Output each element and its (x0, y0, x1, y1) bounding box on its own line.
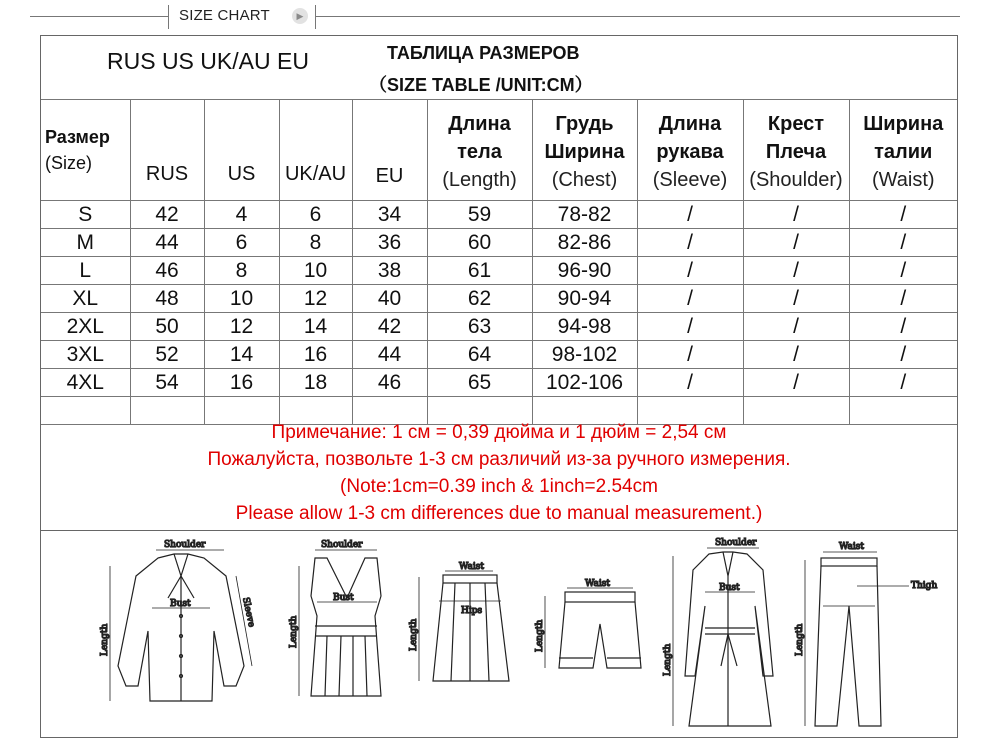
cell-ukau: 6 (279, 201, 352, 229)
cell-length: 62 (427, 285, 532, 313)
cell-length: 60 (427, 229, 532, 257)
cell-waist: / (849, 341, 957, 369)
cell-rus: 46 (130, 257, 204, 285)
note-line-3: (Note:1cm=0.39 inch & 1inch=2.54cm (340, 476, 658, 497)
size-table (41, 99, 957, 425)
col-size-ru: Размер (45, 127, 110, 147)
cell-shoulder: / (743, 369, 849, 397)
cell-chest: 102-106 (532, 369, 637, 397)
cell-us: 4 (204, 201, 279, 229)
cell-sleeve: / (637, 313, 743, 341)
col-ukau-header: UK/AU (279, 100, 352, 201)
cell-eu: 40 (352, 285, 427, 313)
cell-waist: / (849, 229, 957, 257)
col-length-ru2: тела (457, 141, 502, 163)
cell-rus: 54 (130, 369, 204, 397)
length-label: Length (795, 623, 805, 656)
length-label: Length (409, 618, 419, 651)
length-label: Length (289, 615, 299, 648)
cell-size: L (41, 257, 130, 285)
col-waist-header (849, 100, 957, 201)
cell-us: 10 (204, 285, 279, 313)
cell-shoulder: / (743, 341, 849, 369)
cell-waist: / (849, 257, 957, 285)
cell-chest: 98-102 (532, 341, 637, 369)
coat-figure (659, 536, 799, 736)
cell-waist: / (849, 201, 957, 229)
cell-eu: 44 (352, 341, 427, 369)
cell-size: 3XL (41, 341, 130, 369)
cell-shoulder: / (743, 229, 849, 257)
table-row (41, 341, 957, 369)
bust-label: Bust (719, 583, 740, 593)
note-line-1: Примечание: 1 см = 0,39 дюйма и 1 дюйм = 2,54 см (271, 422, 727, 443)
cell-us: 14 (204, 341, 279, 369)
col-chest-header (532, 100, 637, 201)
header-divider-left (168, 5, 169, 29)
col-shoulder-ru2: Плеча (765, 141, 827, 163)
col-length-ru1: Длина (448, 113, 511, 135)
cell-us: 6 (204, 229, 279, 257)
shoulder-label: Shoulder (715, 538, 757, 548)
col-chest-en: (Chest) (551, 169, 618, 191)
cell-shoulder: / (743, 313, 849, 341)
cell-length: 63 (427, 313, 532, 341)
cell-length: 61 (427, 257, 532, 285)
cell-ukau: 16 (279, 341, 352, 369)
table-title-en: （SIZE TABLE /UNIT:CM） (369, 75, 593, 95)
shoulder-label: Shoulder (164, 540, 206, 550)
shorts-figure (529, 576, 659, 686)
cell-ukau: 10 (279, 257, 352, 285)
waist-label: Waist (585, 579, 610, 589)
cell-length: 65 (427, 369, 532, 397)
cell-rus: 50 (130, 313, 204, 341)
cell-ukau: 8 (279, 229, 352, 257)
blouse-figure (96, 536, 256, 736)
cell-sleeve: / (637, 229, 743, 257)
skirt-figure (403, 561, 523, 711)
col-shoulder-ru1: Крест (767, 113, 825, 135)
size-chart-header (0, 0, 990, 34)
cell-shoulder: / (743, 257, 849, 285)
cell-sleeve: / (637, 341, 743, 369)
col-waist-en: (Waist) (871, 169, 935, 191)
cell-length: 59 (427, 201, 532, 229)
bust-label: Bust (170, 599, 191, 609)
col-size-header (41, 100, 130, 201)
col-size-en: (Size) (45, 153, 93, 173)
thigh-label: Thigh (911, 581, 938, 591)
col-chest-ru1: Грудь (555, 113, 614, 135)
col-sleeve-ru2: рукава (656, 141, 724, 163)
size-chart-frame (40, 35, 958, 738)
cell-size: 4XL (41, 369, 130, 397)
cell-rus: 42 (130, 201, 204, 229)
col-sleeve-header (637, 100, 743, 201)
bust-label: Bust (333, 593, 354, 603)
col-shoulder-header (743, 100, 849, 201)
cell-eu: 46 (352, 369, 427, 397)
table-title-section (41, 36, 957, 100)
cell-rus: 48 (130, 285, 204, 313)
note-line-4: Please allow 1-3 cm differences due to manual measurement.) (235, 503, 763, 524)
col-sleeve-ru1: Длина (658, 113, 722, 135)
header-rule-right (316, 16, 960, 17)
cell-eu: 42 (352, 313, 427, 341)
table-title-ru: ТАБЛИЦА РАЗМЕРОВ (387, 43, 580, 63)
cell-waist: / (849, 285, 957, 313)
table-row (41, 369, 957, 397)
cell-sleeve: / (637, 257, 743, 285)
cell-rus: 44 (130, 229, 204, 257)
cell-size: XL (41, 285, 130, 313)
play-arrow-icon: ▶ (292, 8, 308, 24)
header-divider-right (315, 5, 316, 29)
cell-sleeve: / (637, 285, 743, 313)
cell-size: 2XL (41, 313, 130, 341)
table-row (41, 313, 957, 341)
tank-figure (277, 536, 397, 736)
cell-eu: 36 (352, 229, 427, 257)
col-length-en: (Length) (442, 169, 517, 191)
table-row (41, 201, 957, 229)
cell-ukau: 18 (279, 369, 352, 397)
measurement-figures (41, 531, 957, 737)
col-chest-ru2: Ширина (544, 141, 625, 163)
col-eu-header: EU (352, 100, 427, 201)
col-sleeve-en: (Sleeve) (652, 169, 728, 191)
col-length-header (427, 100, 532, 201)
cell-us: 12 (204, 313, 279, 341)
cell-us: 16 (204, 369, 279, 397)
cell-chest: 90-94 (532, 285, 637, 313)
col-waist-ru2: талии (874, 141, 933, 163)
cell-eu: 34 (352, 201, 427, 229)
header-rule-left (30, 16, 168, 17)
cell-chest: 94-98 (532, 313, 637, 341)
cell-waist: / (849, 369, 957, 397)
cell-shoulder: / (743, 285, 849, 313)
cell-us: 8 (204, 257, 279, 285)
cell-length: 64 (427, 341, 532, 369)
trousers-figure (797, 536, 947, 736)
col-rus-header: RUS (130, 100, 204, 201)
length-label: Length (663, 643, 673, 676)
cell-chest: 96-90 (532, 257, 637, 285)
shoulder-label: Shoulder (321, 540, 363, 550)
col-us-header: US (204, 100, 279, 201)
header-title: SIZE CHART (179, 7, 270, 24)
table-row (41, 257, 957, 285)
cell-chest: 78-82 (532, 201, 637, 229)
cell-sleeve: / (637, 201, 743, 229)
waist-label: Waist (839, 542, 864, 552)
cell-ukau: 14 (279, 313, 352, 341)
table-header-row (41, 100, 957, 201)
notes-section (41, 413, 957, 531)
cell-eu: 38 (352, 257, 427, 285)
waist-label: Waist (459, 562, 484, 572)
hips-label: Hips (461, 606, 483, 616)
cell-sleeve: / (637, 369, 743, 397)
cell-chest: 82-86 (532, 229, 637, 257)
size-rows (41, 201, 957, 397)
length-label: Length (100, 623, 110, 656)
table-row (41, 285, 957, 313)
size-standards: RUS US UK/AU EU (107, 48, 309, 74)
length-label: Length (535, 619, 545, 652)
note-line-2: Пожалуйста, позвольте 1-3 см различий из-за ручного измерения. (207, 449, 791, 470)
cell-ukau: 12 (279, 285, 352, 313)
table-row (41, 229, 957, 257)
cell-shoulder: / (743, 201, 849, 229)
col-shoulder-en: (Shoulder) (749, 169, 843, 191)
cell-size: M (41, 229, 130, 257)
cell-waist: / (849, 313, 957, 341)
sleeve-label: Sleeve (240, 596, 257, 629)
cell-rus: 52 (130, 341, 204, 369)
col-waist-ru1: Ширина (863, 113, 944, 135)
cell-size: S (41, 201, 130, 229)
